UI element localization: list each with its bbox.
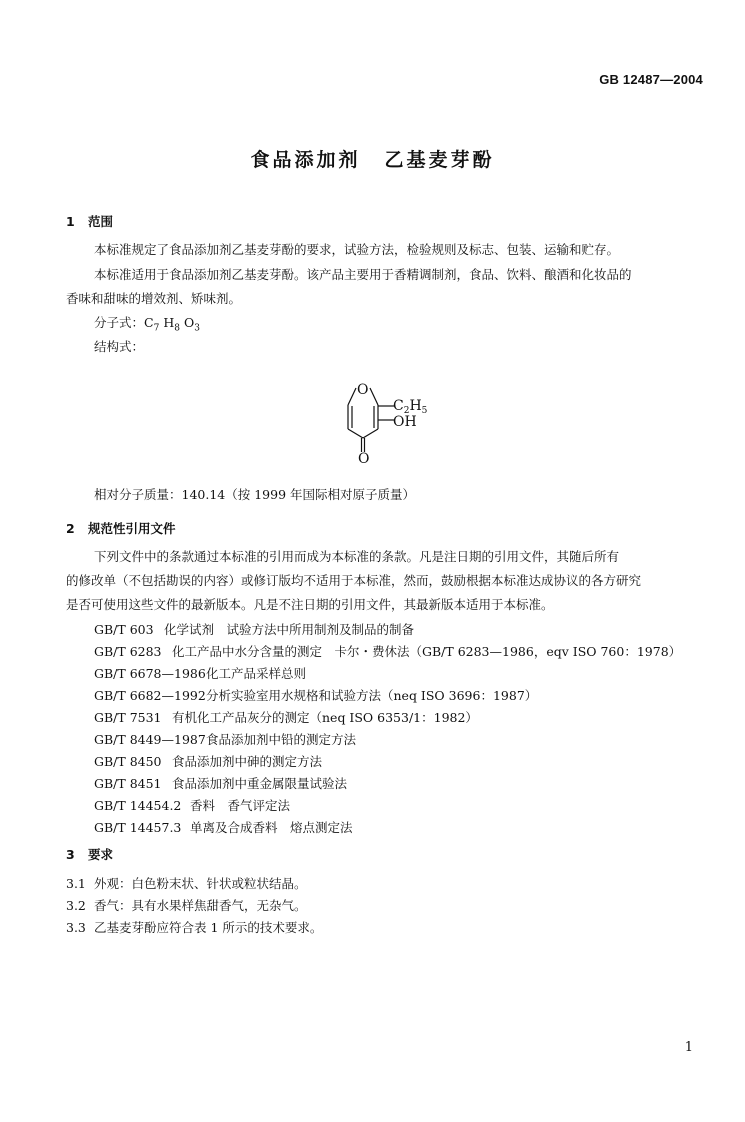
reference-title: 化工产品中水分含量的测定 卡尔・费休法（GB/T 6283—1986，eqv ISO 760：1978） — [172, 644, 682, 659]
requirement-item — [66, 918, 322, 936]
standard-code: GB 12487—2004 — [599, 72, 703, 87]
reference-item — [94, 664, 306, 682]
ring-oxygen-label: O — [357, 382, 369, 398]
structure-label: 结构式： — [94, 339, 145, 354]
reference-title: 化学试剂 试验方法中所用制剂及制品的制备 — [164, 622, 415, 637]
reference-item — [94, 752, 322, 770]
reference-title: 食品添加剂中铅的测定方法 — [206, 732, 357, 747]
requirement-text: 外观：白色粉末状、针状或粒状结晶。 — [94, 876, 307, 891]
section-3-heading — [66, 845, 113, 863]
structural-formula — [330, 372, 470, 464]
section-title: 范围 — [88, 214, 114, 229]
reference-title: 食品添加剂中重金属限量试验法 — [172, 776, 348, 791]
reference-code: GB/T 14457.3 — [94, 820, 182, 835]
requirement-text: 乙基麦芽酚应符合表 1 所示的技术要求。 — [94, 920, 323, 935]
requirement-text: 香气：具有水果样焦甜香气，无杂气。 — [94, 898, 307, 913]
reference-code: GB/T 14454.2 — [94, 798, 182, 813]
reference-item — [94, 818, 353, 836]
document-title — [0, 145, 745, 172]
scope-paragraph-1: 本标准规定了食品添加剂乙基麦芽酚的要求，试验方法，检验规则及标志、包装、运输和贮存。 — [94, 242, 620, 257]
reference-code: GB/T 6678—1986 — [94, 666, 206, 681]
reference-item — [94, 774, 347, 792]
reference-item — [94, 620, 414, 638]
carbonyl-oxygen-label: O — [358, 451, 370, 464]
reference-item — [94, 796, 290, 814]
molecular-formula — [94, 313, 200, 339]
reference-code: GB/T 8450 — [94, 754, 162, 769]
section-1-heading — [66, 212, 113, 230]
reference-title: 香料 香气评定法 — [190, 798, 291, 813]
reference-item — [94, 708, 478, 726]
reference-code: GB/T 8451 — [94, 776, 162, 791]
section-title: 要求 — [88, 847, 114, 862]
section-number: 2 — [66, 521, 75, 536]
pyranone-ring — [348, 388, 394, 452]
section-title: 规范性引用文件 — [88, 521, 176, 536]
reference-item — [94, 730, 356, 748]
ethyl-group-label: $C_2H_5$ — [393, 398, 428, 416]
reference-item — [94, 686, 537, 704]
scope-paragraph-2-line-1: 本标准适用于食品添加剂乙基麦芽酚。该产品主要用于香精调制剂，食品、饮料、酿酒和化妆品的 — [94, 267, 632, 282]
requirement-number: 3.3 — [66, 920, 86, 935]
reference-title: 化工产品采样总则 — [206, 666, 307, 681]
normative-paragraph-line-3: 是否可使用这些文件的最新版本。凡是不注日期的引用文件，其最新版本适用于本标准。 — [66, 597, 554, 612]
formula-value: $C_7$ $H_8$ $O_3$ — [144, 315, 200, 334]
reference-item — [94, 642, 681, 660]
scope-paragraph-2-line-2: 香味和甜味的增效剂、矫味剂。 — [66, 291, 242, 306]
requirement-item — [66, 896, 307, 914]
reference-code: GB/T 8449—1987 — [94, 732, 206, 747]
reference-code: GB/T 7531 — [94, 710, 162, 725]
normative-paragraph-line-2: 的修改单（不包括勘误的内容）或修订版均不适用于本标准，然而，鼓励根据本标准达成协议的各方研究 — [66, 573, 642, 588]
normative-paragraph-line-1: 下列文件中的条款通过本标准的引用而成为本标准的条款。凡是注日期的引用文件，其随后所有 — [94, 549, 620, 564]
requirement-number: 3.1 — [66, 876, 86, 891]
title-part-1: 食品添加剂 — [250, 149, 361, 171]
requirement-number: 3.2 — [66, 898, 86, 913]
reference-title: 食品添加剂中砷的测定方法 — [172, 754, 323, 769]
section-2-heading — [66, 519, 176, 537]
relative-molecular-mass: 相对分子质量：140.14（按 1999 年国际相对原子质量） — [94, 487, 415, 502]
requirement-item — [66, 874, 307, 892]
hydroxyl-group-label: OH — [393, 414, 417, 430]
reference-title: 有机化工产品灰分的测定（neq ISO 6353/1：1982） — [172, 710, 478, 725]
title-part-2: 乙基麦芽酚 — [384, 149, 495, 171]
reference-code: GB/T 6682—1992 — [94, 688, 206, 703]
reference-title: 分析实验室用水规格和试验方法（neq ISO 3696：1987） — [206, 688, 538, 703]
reference-code: GB/T 603 — [94, 622, 154, 637]
reference-title: 单离及合成香料 熔点测定法 — [190, 820, 353, 835]
section-number: 3 — [66, 847, 75, 862]
reference-code: GB/T 6283 — [94, 644, 162, 659]
section-number: 1 — [66, 214, 75, 229]
page-number: 1 — [684, 1040, 693, 1055]
formula-label: 分子式： — [94, 315, 145, 330]
